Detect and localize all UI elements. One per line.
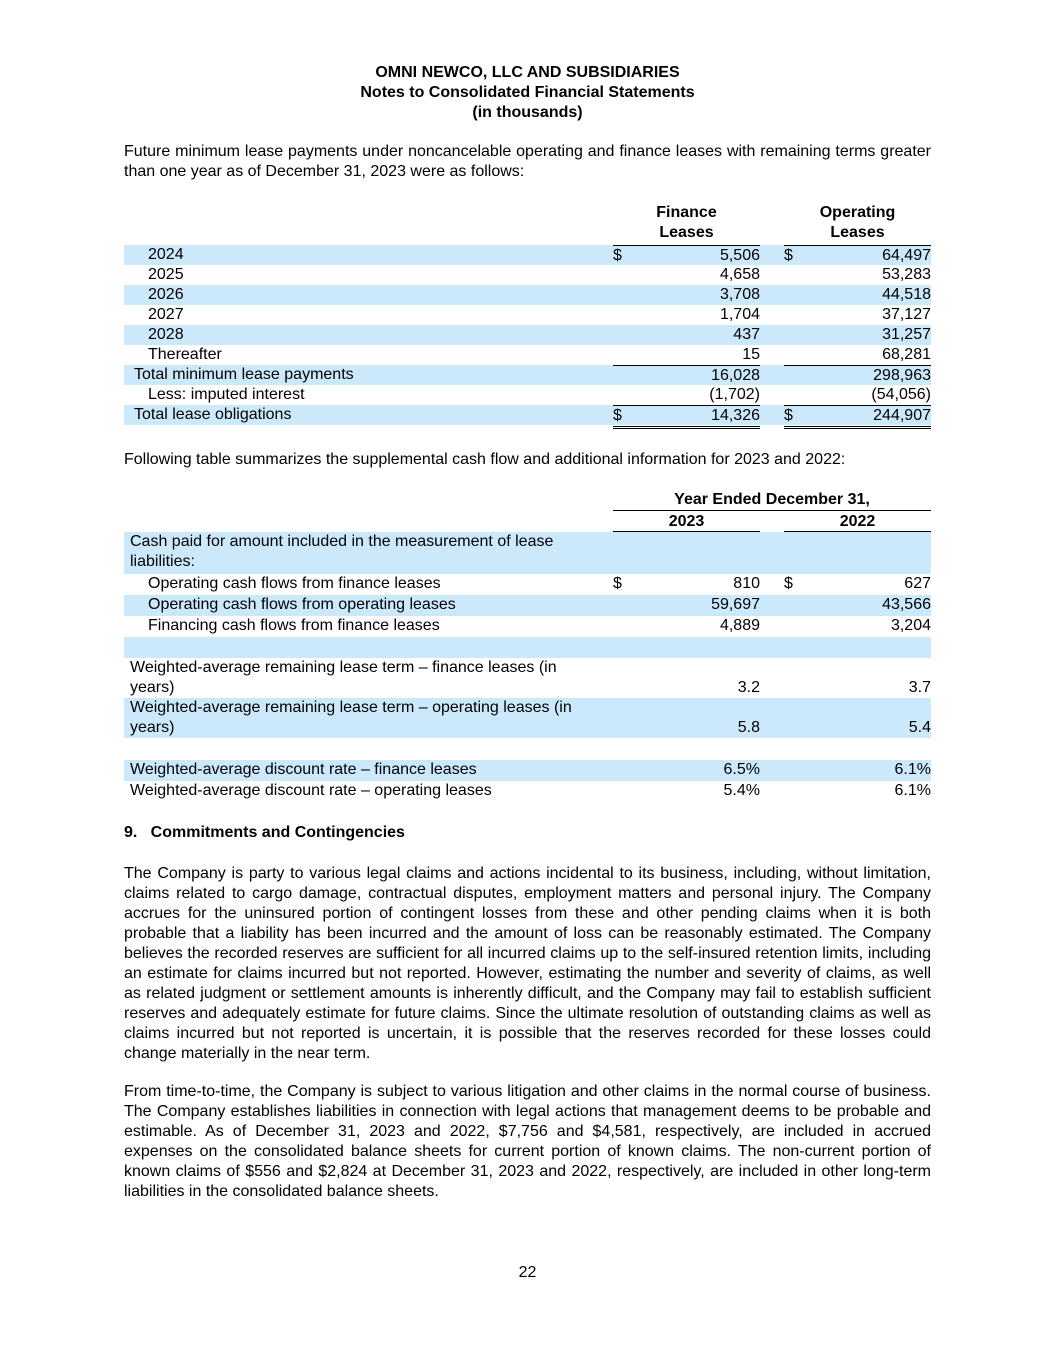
value-finance: 16,028	[711, 367, 760, 384]
col-header-finance-line1: Finance	[656, 204, 717, 221]
value-y2022: 3,204	[890, 617, 931, 634]
row-label: 2025	[148, 266, 184, 283]
lease-table-header	[124, 203, 931, 245]
cell-y2022	[784, 574, 931, 594]
cashflow-table-header	[124, 490, 931, 532]
col-header-operating-line2: Leases	[830, 224, 885, 241]
value-operating: 44,518	[882, 286, 931, 303]
value-finance: 4,658	[719, 266, 760, 283]
cell-operating	[784, 285, 931, 305]
currency-symbol: $	[613, 247, 622, 264]
cell-y2023	[613, 760, 760, 780]
col-header-operating-line1: Operating	[819, 204, 896, 221]
company-name: OMNI NEWCO, LLC AND SUBSIDIARIES	[375, 64, 680, 81]
cell-y2023	[613, 781, 760, 801]
cell-finance	[613, 245, 760, 266]
cell-y2023	[613, 574, 760, 594]
value-operating: 64,497	[882, 247, 931, 264]
cell-operating	[784, 385, 931, 405]
contingencies-paragraph-1: The Company is party to various legal claims and actions incidental to its business, including, without limitation, claims related to cargo damage, contractual disputes, employment matters and personal injury. The Company accrues for the uninsured portion of contingent losses from these and other pending claims when it is both probable that a liability has been incurred and the amount of loss can be reasonably estimated. The Company believes the recorded reserves are sufficient for all incurred claims up to the self-insured retention limits, including an estimate for claims incurred but not reported. However, estimating the number and severity of claims, as well as related judgment or settlement amounts is inherently difficult, and the Company may fail to establish sufficient reserves and adequately estimate for future claims. Since the ultimate resolution of outstanding claims as well as claims incurred but not reported is uncertain, it is possible that the reserves recorded for these losses could change materially in the near term.	[124, 865, 931, 1062]
value-y2023: 3.2	[737, 679, 760, 696]
cell-finance	[613, 305, 760, 325]
cell-y2022	[784, 718, 931, 738]
year-header-2022: 2022	[784, 512, 931, 532]
cell-y2022	[784, 781, 931, 801]
value-finance: 15	[742, 346, 760, 363]
value-y2023: 5.4%	[723, 782, 760, 799]
row-label: 2027	[148, 306, 184, 323]
lease-table-row	[124, 245, 931, 265]
cell-y2023	[613, 616, 760, 636]
row-label: Weighted-average discount rate – finance leases	[130, 761, 477, 778]
lease-table-row	[124, 365, 931, 385]
cell-y2023	[613, 595, 760, 615]
value-operating: 244,907	[873, 407, 931, 424]
cell-y2023	[613, 678, 760, 698]
cell-operating	[784, 365, 931, 386]
page-number: 22	[518, 1264, 537, 1281]
value-finance: 3,708	[719, 286, 760, 303]
cell-operating	[784, 345, 931, 365]
cell-y2022	[784, 595, 931, 615]
value-operating: 68,281	[882, 346, 931, 363]
cashflow-table-row	[124, 574, 931, 595]
col-header-finance-line2: Leases	[659, 224, 714, 241]
discount-rate-row	[124, 760, 931, 781]
cell-operating	[784, 265, 931, 285]
row-label: Operating cash flows from finance leases	[148, 575, 441, 592]
cashflow-table-body	[124, 532, 931, 802]
cell-operating	[784, 405, 931, 429]
value-y2023: 6.5%	[723, 761, 760, 778]
lease-term-row	[124, 698, 931, 738]
value-finance: 5,506	[719, 247, 760, 264]
currency-symbol: $	[784, 247, 793, 264]
row-label: Thereafter	[148, 346, 222, 363]
cell-finance	[613, 405, 760, 429]
lease-table-row	[124, 265, 931, 285]
year-header-2023: 2023	[613, 512, 760, 532]
lease-table	[124, 203, 931, 425]
value-y2022: 627	[904, 575, 931, 592]
cell-finance	[613, 365, 760, 386]
lease-table-row	[124, 305, 931, 325]
cell-y2022	[784, 616, 931, 636]
lease-table-row	[124, 285, 931, 305]
value-y2022: 43,566	[882, 596, 931, 613]
lease-table-row	[124, 345, 931, 365]
row-label: Financing cash flows from finance leases	[148, 617, 440, 634]
statement-title: Notes to Consolidated Financial Statements	[360, 84, 695, 101]
section-label-line2: liabilities:	[130, 553, 195, 570]
cashflow-table	[124, 490, 931, 802]
value-y2023: 810	[733, 575, 760, 592]
page-header	[0, 63, 1055, 123]
value-finance: 14,326	[711, 407, 760, 424]
value-operating: (54,056)	[871, 386, 931, 403]
cell-operating	[784, 245, 931, 266]
cell-finance	[613, 345, 760, 365]
value-operating: 31,257	[882, 326, 931, 343]
row-label: Less: imputed interest	[148, 386, 305, 403]
value-operating: 37,127	[882, 306, 931, 323]
cell-finance	[613, 265, 760, 285]
cashflow-table-row	[124, 616, 931, 637]
cell-finance	[613, 385, 760, 405]
contingencies-paragraph-2: From time-to-time, the Company is subject to various litigation and other claims in the normal course of business. The Company establishes liabilities in connection with legal actions that management deems to be probable and estimable. As of December 31, 2023 and 2022, $7,756 and $4,581, respectively, are included in accrued expenses on the consolidated balance sheets for current portion of known claims. The non-current portion of known claims of $556 and $2,824 at December 31, 2023 and 2022, respectively, are included in other long-term liabilities in the consolidated balance sheets.	[124, 1083, 931, 1200]
row-label-line2: years)	[130, 679, 175, 696]
value-y2023: 5.8	[737, 719, 760, 736]
row-label: 2026	[148, 286, 184, 303]
value-y2023: 4,889	[719, 617, 760, 634]
period-header: Year Ended December 31,	[613, 490, 931, 511]
value-y2022: 3.7	[908, 679, 931, 696]
section-title: 9. Commitments and Contingencies	[124, 824, 405, 841]
row-label: 2024	[148, 246, 184, 263]
lease-table-row	[124, 325, 931, 345]
row-label: 2028	[148, 326, 184, 343]
currency-symbol: $	[784, 575, 793, 592]
lease-table-body	[124, 245, 931, 425]
value-finance: 1,704	[719, 306, 760, 323]
value-operating: 298,963	[873, 367, 931, 384]
cashflow-section-label-row	[124, 532, 931, 574]
value-finance: 437	[733, 326, 760, 343]
spacer-row	[124, 738, 931, 760]
row-label-line1: Weighted-average remaining lease term – operating leases (in	[130, 699, 572, 716]
cell-y2022	[784, 678, 931, 698]
lease-intro: Future minimum lease payments under noncancelable operating and finance leases with remaining terms greater than one year as of December 31, 2023 were as follows:	[124, 143, 931, 180]
lease-table-row	[124, 405, 931, 425]
cell-finance	[613, 325, 760, 345]
cell-finance	[613, 285, 760, 305]
lease-term-row	[124, 658, 931, 698]
row-label: Operating cash flows from operating leases	[148, 596, 456, 613]
row-label: Weighted-average discount rate – operating leases	[130, 782, 492, 799]
section-label-line1: Cash paid for amount included in the measurement of lease	[130, 533, 554, 550]
cell-operating	[784, 325, 931, 345]
units-note: (in thousands)	[472, 104, 583, 121]
cashflow-intro: Following table summarizes the supplemental cash flow and additional information for 2023 and 2022:	[124, 451, 846, 468]
discount-rate-row	[124, 781, 931, 802]
value-finance: (1,702)	[709, 386, 760, 403]
row-label-line2: years)	[130, 719, 175, 736]
col-header-operating	[784, 203, 931, 243]
cell-operating	[784, 305, 931, 325]
spacer-row	[124, 637, 931, 658]
currency-symbol: $	[613, 407, 622, 424]
row-label: Total minimum lease payments	[134, 366, 354, 383]
value-y2023: 59,697	[711, 596, 760, 613]
cashflow-table-row	[124, 595, 931, 616]
value-y2022: 6.1%	[894, 782, 931, 799]
value-y2022: 5.4	[908, 719, 931, 736]
row-label: Total lease obligations	[134, 406, 292, 423]
row-label-line1: Weighted-average remaining lease term – finance leases (in	[130, 659, 557, 676]
col-header-finance	[613, 203, 760, 243]
currency-symbol: $	[613, 575, 622, 592]
value-operating: 53,283	[882, 266, 931, 283]
lease-table-row	[124, 385, 931, 405]
currency-symbol: $	[784, 407, 793, 424]
cell-y2023	[613, 718, 760, 738]
cell-y2022	[784, 760, 931, 780]
value-y2022: 6.1%	[894, 761, 931, 778]
